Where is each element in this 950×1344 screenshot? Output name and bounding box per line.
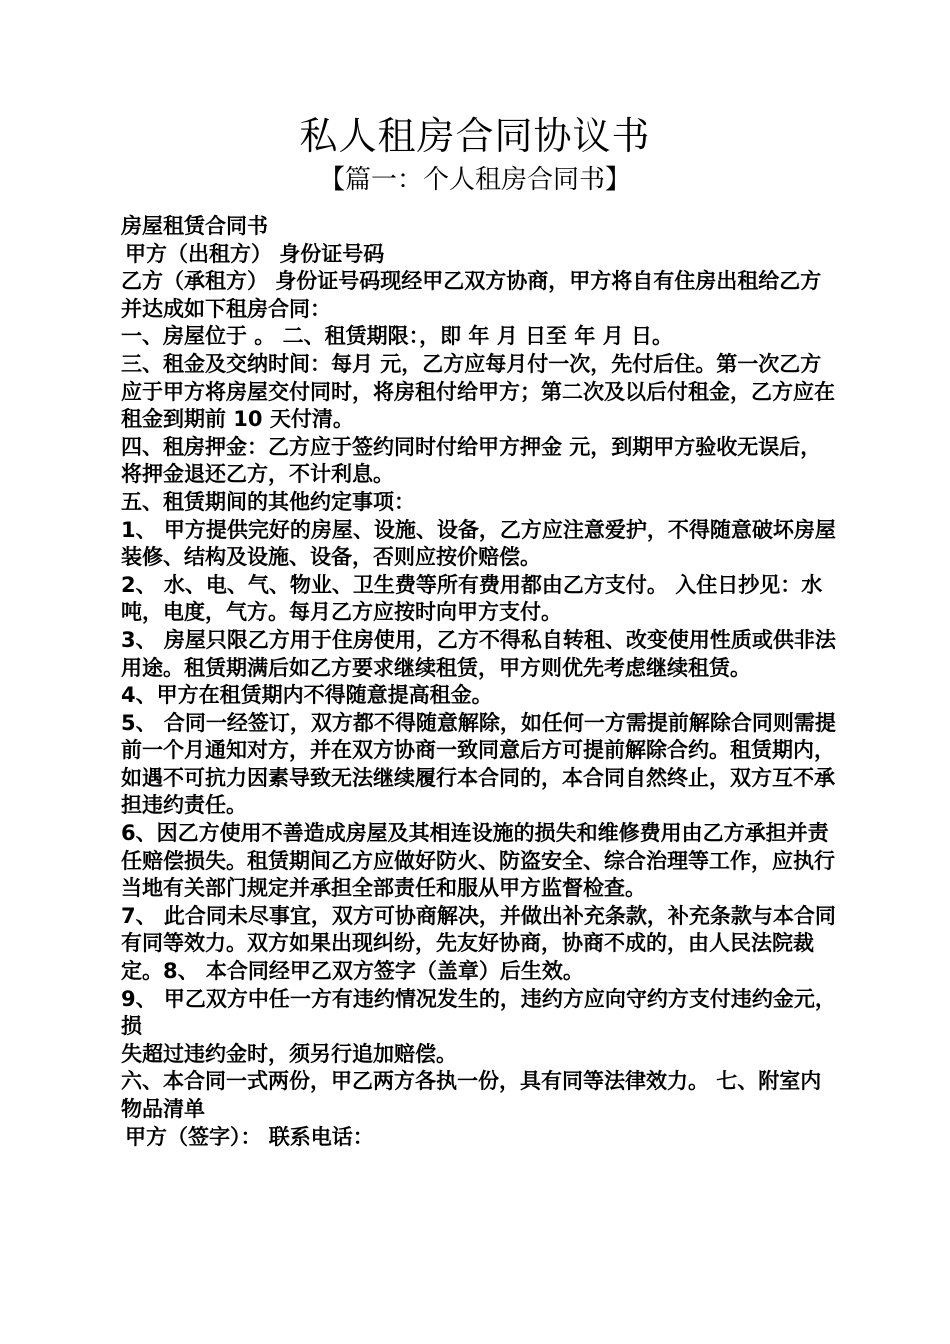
paragraph-item-9-cont: 失超过违约金时，须另行追加赔偿。 xyxy=(121,1041,457,1066)
paragraph-signature: 甲方（签字）： 联系电话： xyxy=(125,1124,374,1149)
paragraph-item-1: 1、 甲方提供完好的房屋、设施、设备，乙方应注意爱护，不得随意破坏房屋装修、结构及设施、设备，否则应按价赔偿。 xyxy=(121,517,836,570)
document-title: 私人租房合同协议书 xyxy=(299,114,651,158)
paragraph-item-9: 9、 甲乙双方中任一方有违约情况发生的，违约方应向守约方支付违约金元，损 xyxy=(121,986,836,1039)
paragraph-item-3: 3、 房屋只限乙方用于住房使用，乙方不得私自转租、改变使用性质或供非法用途。租赁期满后如乙方要求继续租赁，甲方则优先考虑继续租赁。 xyxy=(121,627,836,680)
paragraph-item-6: 6、因乙方使用不善造成房屋及其相连设施的损失和维修费用由乙方承担并责任赔偿损失。租赁期间乙方应做好防火、防盗安全、综合治理等工作，应执行当地有关部门规定并承担全部责任和服从甲方监督检查。 xyxy=(121,821,835,901)
paragraph-clause-4: 四、租房押金：乙方应于签约同时付给甲方押金 元，到期甲方验收无误后，将押金退还乙方，不计利息。 xyxy=(121,434,822,487)
paragraph-clause-5: 五、租赁期间的其他约定事项： xyxy=(121,489,415,514)
contract-body xyxy=(117,213,837,1151)
paragraph-item-7-8: 7、 此合同未尽事宜，双方可协商解决，并做出补充条款，补充条款与本合同有同等效力。双方如果出现纠纷，先友好协商，协商不成的，由人民法院裁定。8、 本合同经甲乙双方签字（盖章）后生效。 xyxy=(121,903,836,984)
paragraph-clause-3: 三、租金及交纳时间：每月 元，乙方应每月付一次，先付后住。第一次乙方应于甲方将房屋交付同时，将房租付给甲方；第二次及以后付租金，乙方应在租金到期前 10 天付清。 xyxy=(121,351,835,432)
paragraph-heading: 房屋租赁合同书 xyxy=(121,214,268,238)
paragraph-clause-1-2: 一、房屋位于 。 二、租赁期限：，即 年 月 日至 年 月 日。 xyxy=(121,324,673,349)
document-subtitle: 【篇一：个人租房合同书】 xyxy=(318,165,631,195)
paragraph-item-5: 5、 合同一经签订，双方都不得随意解除，如任何一方需提前解除合同则需提前一个月通知对方，并在双方协商一致同意后方可提前解除合约。租赁期内，如遇不可抗力因素导致无法继续履行本合同的，本合同自然终止，双方互不承担违约责任。 xyxy=(121,710,836,818)
paragraph-party-a: 甲方（出租方） 身份证号码 xyxy=(125,241,385,266)
paragraph-clause-6-7: 六、本合同一式两份，甲乙两方各执一份，具有同等法律效力。 七、附室内物品清单 xyxy=(121,1069,822,1121)
paragraph-item-2: 2、 水、电、气、物业、卫生费等所有费用都由乙方支付。 入住日抄见：水吨，电度，气方。每月乙方应按时向甲方支付。 xyxy=(121,572,823,625)
paragraph-item-4: 4、甲方在租赁期内不得随意提高租金。 xyxy=(121,683,493,708)
paragraph-party-b: 乙方（承租方） 身份证号码现经甲乙双方协商，甲方将自有住房出租给乙方并达成如下租房合同： xyxy=(121,269,822,321)
